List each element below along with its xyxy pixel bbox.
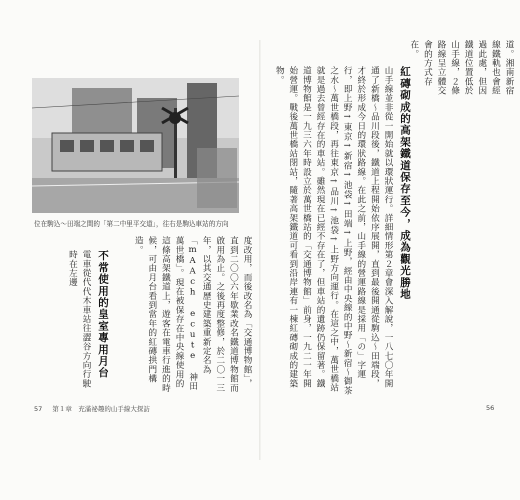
railway-crossing-photo [32, 78, 239, 213]
chapter-title: 第１章 充滿祕趣的山手線大探訪 [52, 405, 150, 413]
left-page-number: 57 [34, 405, 43, 413]
left-page-body-text: 度改用，而後改名為「交通博物館」，直到二〇〇六年歇業改名鐵道博物館而啟用為止。之後再度整修，於二〇一三年，以其交通歷史建築重新定名為「mAAch ecute 神田萬世橋」。現在被保存在中央線使用的這條高架鐵道上，遊客在電車行進的時候，可由月台看到當年的紅磚拱門構造。 [133, 236, 252, 393]
photo-caption: 位在駒込〜田端之間的「第二中里平交道」，往右是駒込車站的方向 [34, 220, 229, 228]
book-gutter [259, 40, 261, 460]
right-page-body-text: 山手線並非從一開始就以環狀運行。詳細情形第２章會深入解說，一八七〇年開通了新橋〜品川段後，鐵道上程開始依序展開，直到最後開通從駒込〜田端段，才終於形成今日的環狀路線。在此之前，山手線的營運路線是採用「の」字運行，即上野→東京→新宿→池袋→田端→上野，經由中央線的中野〜新宿〜御茶之水〜萬世橋段，再往東京→品川→池袋→上野方向運行。在這之中，萬世橋站就是過去曾經存在的車站。雖然現在已經不存在了，但車站的遺跡仍保留著。鐵道博物館是一九三六年時設立於萬世橋站的「交通博物館」前身，一九二一年開始營運。戰後萬世橋站閉站，隨著高架鐵道可看到沿岸連有一棟紅磚砌成的建築物。 [274, 66, 393, 395]
left-page-folio [34, 404, 150, 413]
section-heading-red-brick: 紅磚砌成的高架鐵道保存至今，成為觀光勝地 [399, 66, 411, 300]
right-page-number: 56 [486, 404, 495, 412]
left-page-body-text-2: 電車從代代木車站往澀谷方向行駛時在左邊 [67, 250, 91, 388]
right-page-top-text: 道。湘南新宿線鐵軌也會經過此處，但因鐵道位置低於山手線，２條路線呈立體交會的方式存在。 [408, 40, 514, 96]
section-heading-imperial-platform: 不常使用的皇室專用月台 [97, 250, 109, 379]
